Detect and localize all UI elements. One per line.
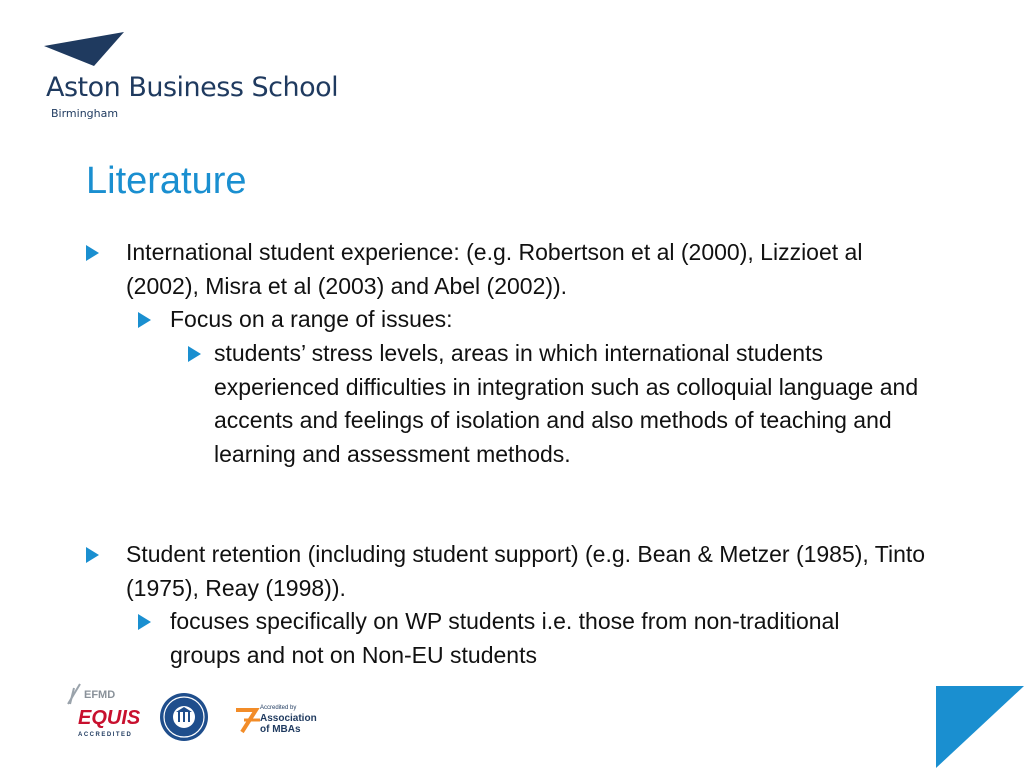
aston-business-school-logo (44, 32, 344, 122)
triangle-bullet-icon (138, 312, 151, 328)
amba-accredited-by: Accredited by (260, 705, 297, 711)
aacsb-seal-icon (160, 693, 208, 741)
bullet-item-3: students’ stress levels, areas in which international students experienced difficulties in integration such as colloquial language and accents and feelings of isolation and also methods of teaching and learning and assessment methods. (86, 337, 946, 471)
efmd-label: EFMD (84, 689, 116, 701)
accreditation-footer (0, 676, 1024, 768)
triangle-bullet-icon (86, 547, 99, 563)
amba-logo (236, 705, 317, 735)
bullet-item-4: Student retention (including student support) (e.g. Bean & Metzer (1985), Tinto (1975), Reay (1998)). (86, 538, 966, 605)
triangle-bullet-icon (86, 245, 99, 261)
equis-accredited-label: ACCREDITED (78, 732, 133, 738)
amba-line2: of MBAs (260, 724, 301, 735)
aston-flag-icon (44, 32, 134, 72)
bullet-item-5: focuses specifically on WP students i.e. those from non-traditional groups and not on Non-EU students (86, 605, 896, 672)
accreditation-logos (50, 680, 350, 760)
equis-logo (68, 684, 141, 738)
amba-line1: Association (260, 713, 317, 724)
triangle-bullet-icon (138, 614, 151, 630)
slide-title: Literature (86, 160, 247, 202)
equis-label: EQUIS (78, 707, 141, 729)
bullet-item-2: Focus on a range of issues: (86, 303, 926, 337)
bullet-item-1: International student experience: (e.g. Robertson et al (2000), Lizzioet al (2002), Misra et al (2003) and Abel (2002)). (86, 236, 926, 303)
corner-triangle-decoration (936, 686, 1024, 768)
triangle-bullet-icon (188, 346, 201, 362)
school-city: Birmingham (51, 107, 119, 120)
school-name: Aston Business School (46, 72, 339, 103)
